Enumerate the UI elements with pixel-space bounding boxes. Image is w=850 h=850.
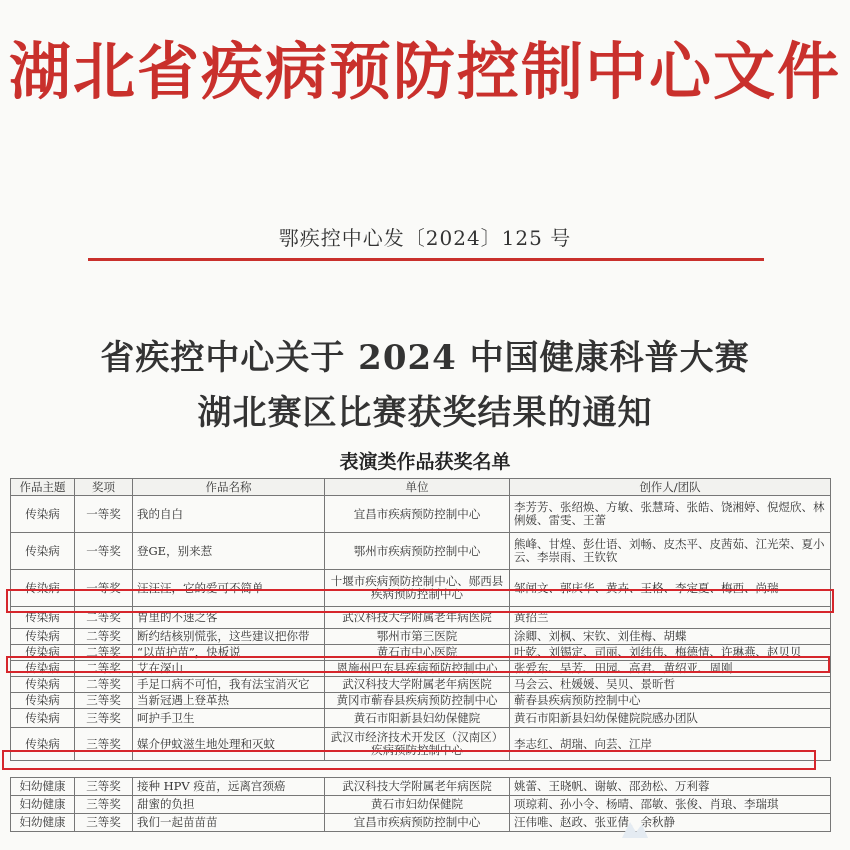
table-cell-award: 二等奖 [75, 607, 133, 629]
table-cell-team: 黄招兰 [510, 607, 831, 629]
table-cell-name: 断约结核别慌张，这些建议把你带 [133, 629, 325, 645]
table-cell-theme: 传染病 [11, 629, 75, 645]
table-cell-theme: 传染病 [11, 661, 75, 677]
table-cell-unit: 武汉科技大学附属老年病医院 [325, 607, 510, 629]
table-row [11, 661, 831, 677]
table-cell-unit: 黄石市中心医院 [325, 645, 510, 661]
table-cell-team: 姚蕾、王晓帆、谢敏、邵劲松、万利蓉 [510, 778, 831, 796]
table-cell-award: 二等奖 [75, 677, 133, 693]
table-row [11, 677, 831, 693]
table-header-row [11, 479, 831, 496]
table-cell-award: 二等奖 [75, 629, 133, 645]
table-gap [11, 761, 831, 778]
table-cell-unit: 宜昌市疾病预防控制中心 [325, 814, 510, 832]
org-title: 湖北省疾病预防控制中心文件 [8, 35, 841, 108]
table-cell-award: 三等奖 [75, 693, 133, 709]
table-cell-theme: 传染病 [11, 607, 75, 629]
table-cell-name: 当新冠遇上登革热 [133, 693, 325, 709]
table-cell-name: 媒介伊蚊滋生地处理和灭蚊 [133, 728, 325, 761]
col-header-unit: 单位 [325, 479, 510, 496]
watermark-logo-icon [620, 818, 650, 842]
table-cell-team: 黄石市阳新县妇幼保健院院感办团队 [510, 709, 831, 728]
table-cell-team: 熊峰、甘煌、彭仕语、刘畅、皮杰平、皮茜茹、江光荣、夏小云、李崇雨、王钦钦 [510, 533, 831, 570]
col-header-award: 奖项 [75, 479, 133, 496]
table-cell-team: 李芳芳、张绍焕、方敏、张慧琦、张皓、饶湘婷、倪煜欣、林俐媛、雷雯、王蕾 [510, 496, 831, 533]
table-cell-unit: 鄂州市第三医院 [325, 629, 510, 645]
table-cell-award: 三等奖 [75, 709, 133, 728]
table-cell-unit: 鄂州市疾病预防控制中心 [325, 533, 510, 570]
notice-title-line1: 省疾控中心关于 2024 中国健康科普大赛 [100, 338, 750, 378]
col-header-name: 作品名称 [133, 479, 325, 496]
table-cell-award: 三等奖 [75, 796, 133, 814]
table-cell-name: 手足口病不可怕，我有法宝消灭它 [133, 677, 325, 693]
table-row [11, 570, 831, 607]
table-cell-theme: 传染病 [11, 677, 75, 693]
table-cell-team: 邹闻文、郭庆华、黄卉、王格、李定夏、梅西、尚瑞 [510, 570, 831, 607]
table-cell-award: 三等奖 [75, 814, 133, 832]
table-cell-name: 我们一起苗苗苗 [133, 814, 325, 832]
table-cell-name: 甜蜜的负担 [133, 796, 325, 814]
table-cell-name: 艾在深山 [133, 661, 325, 677]
table-gap-cell [11, 761, 831, 778]
table-row [11, 607, 831, 629]
table-cell-unit: 黄冈市蕲春县疾病预防控制中心 [325, 693, 510, 709]
table-cell-team: 张爱东、吴芳、田园、高君、黄绍亚、周刚 [510, 661, 831, 677]
table-cell-award: 二等奖 [75, 645, 133, 661]
table-cell-unit: 武汉市经济技术开发区（汉南区）疾病预防控制中心 [325, 728, 510, 761]
table-cell-team: 李志红、胡瑞、向芸、江岸 [510, 728, 831, 761]
table-cell-award: 二等奖 [75, 661, 133, 677]
notice-title-line2: 湖北赛区比赛获奖结果的通知 [197, 393, 653, 433]
table-row [11, 496, 831, 533]
table-row [11, 629, 831, 645]
table-cell-theme: 传染病 [11, 709, 75, 728]
table-row [11, 814, 831, 832]
table-cell-name: 汪汪汪，它的爱可不简单 [133, 570, 325, 607]
table-cell-theme: 传染病 [11, 645, 75, 661]
table-cell-name: 接种 HPV 疫苗，远离宫颈癌 [133, 778, 325, 796]
table-title: 表演类作品获奖名单 [339, 451, 511, 473]
table-cell-name: 呵护手卫生 [133, 709, 325, 728]
doc-number: 鄂疾控中心发〔2024〕125 号 [278, 226, 572, 250]
table-cell-name: 登GE，别来惹 [133, 533, 325, 570]
table-cell-theme: 传染病 [11, 570, 75, 607]
table-row [11, 728, 831, 761]
table-cell-name: 我的自白 [133, 496, 325, 533]
table-cell-team: 叶乾、刘锡定、司丽、刘纬伟、梅德情、许琳燕、赵贝贝 [510, 645, 831, 661]
table-cell-unit: 黄石市妇幼保健院 [325, 796, 510, 814]
table-row [11, 796, 831, 814]
table-cell-award: 一等奖 [75, 570, 133, 607]
table-row [11, 778, 831, 796]
table-cell-unit: 宜昌市疾病预防控制中心 [325, 496, 510, 533]
table-cell-award: 一等奖 [75, 533, 133, 570]
table-cell-name: 胃里的不速之客 [133, 607, 325, 629]
table-cell-team: 项琼莉、孙小令、杨晴、邵敏、张俊、肖琅、李瑞琪 [510, 796, 831, 814]
table-row [11, 693, 831, 709]
table-cell-team: 涂卿、刘枫、宋钦、刘佳梅、胡蝶 [510, 629, 831, 645]
table-cell-award: 三等奖 [75, 728, 133, 761]
table-cell-team: 汪伟唯、赵政、张亚倩、余秋静 [510, 814, 831, 832]
table-cell-theme: 传染病 [11, 728, 75, 761]
table-row [11, 645, 831, 661]
table-cell-theme: 传染病 [11, 496, 75, 533]
table-cell-unit: 十堰市疾病预防控制中心、郧西县疾病预防控制中心 [325, 570, 510, 607]
table-cell-theme: 传染病 [11, 693, 75, 709]
table-cell-theme: 传染病 [11, 533, 75, 570]
table-cell-theme: 妇幼健康 [11, 814, 75, 832]
table-cell-team: 蕲春县疾病预防控制中心 [510, 693, 831, 709]
table-row [11, 709, 831, 728]
table-cell-name: “以苗护苗”，快板说 [133, 645, 325, 661]
table-cell-theme: 妇幼健康 [11, 778, 75, 796]
table-cell-unit: 恩施州巴东县疾病预防控制中心 [325, 661, 510, 677]
col-header-team: 创作人/团队 [510, 479, 831, 496]
table-cell-unit: 黄石市阳新县妇幼保健院 [325, 709, 510, 728]
table-cell-team: 马会云、杜媛媛、吴贝、景昕哲 [510, 677, 831, 693]
col-header-theme: 作品主题 [11, 479, 75, 496]
table-row [11, 533, 831, 570]
table-cell-theme: 妇幼健康 [11, 796, 75, 814]
table-cell-unit: 武汉科技大学附属老年病医院 [325, 677, 510, 693]
table-cell-award: 三等奖 [75, 778, 133, 796]
award-table [10, 478, 831, 832]
red-divider [88, 258, 764, 261]
table-cell-award: 一等奖 [75, 496, 133, 533]
table-cell-unit: 武汉科技大学附属老年病医院 [325, 778, 510, 796]
